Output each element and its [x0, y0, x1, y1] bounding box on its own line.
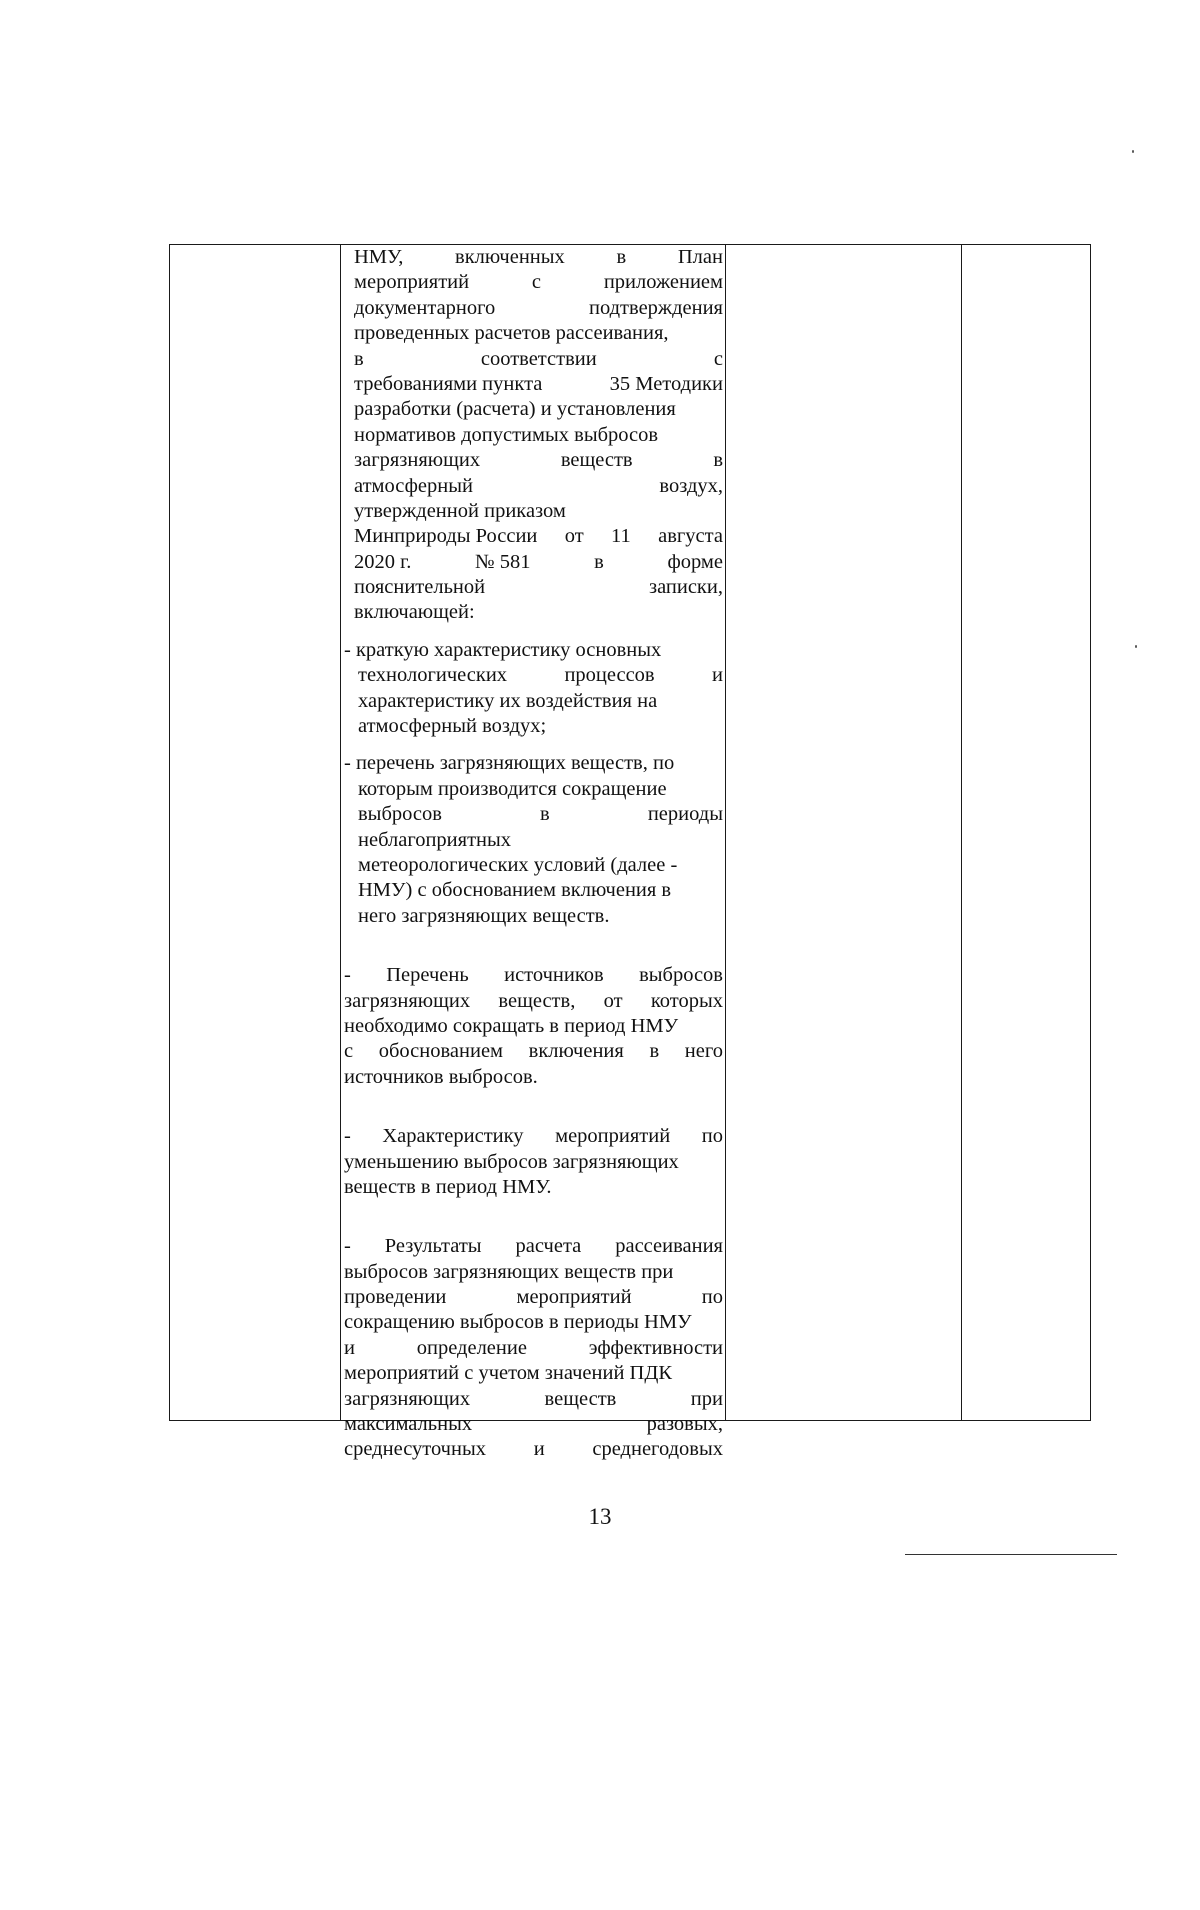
- text-line: [344, 1387, 723, 1412]
- text-word: включенных: [455, 246, 565, 268]
- text-word: необходимо сокращать в период НМУ: [344, 1014, 679, 1037]
- column-divider-1: [340, 245, 341, 1420]
- text-word: рассеивания: [615, 1235, 723, 1258]
- text-line: [344, 663, 723, 688]
- text-word: веществ: [544, 1387, 617, 1410]
- text-word: в: [354, 347, 364, 370]
- text-word: с: [713, 347, 723, 370]
- text-word: атмосферный: [354, 474, 473, 497]
- text-word: неблагоприятных: [358, 828, 512, 851]
- text-word: мероприятий: [555, 1125, 671, 1148]
- footer-rule: [905, 1554, 1117, 1555]
- text-word: утвержденной приказом: [354, 499, 566, 522]
- text-line: [344, 1437, 723, 1462]
- text-line: [344, 828, 723, 853]
- text-word: веществ: [560, 449, 633, 472]
- text-line: [344, 1150, 723, 1175]
- text-word: атмосферный воздух;: [358, 715, 547, 738]
- text-line: [344, 1234, 723, 1259]
- text-word: с: [531, 271, 542, 294]
- text-line: [344, 638, 723, 663]
- text-word: нормативов допустимых выбросов: [354, 423, 659, 446]
- text-word: загрязняющих: [344, 989, 471, 1012]
- text-word: включения: [528, 1040, 624, 1063]
- text-line: [354, 397, 723, 422]
- text-line: [344, 689, 723, 714]
- text-word: -: [344, 1125, 351, 1148]
- text-word: характеристику их воздействия на: [358, 689, 658, 712]
- text-word: при: [690, 1387, 723, 1410]
- text-word: мероприятий с учетом значений ПДК: [344, 1362, 672, 1385]
- text-word: воздух,: [659, 474, 723, 497]
- text-line: [344, 1412, 723, 1437]
- text-word: по: [701, 1286, 723, 1309]
- text-line: [354, 550, 723, 575]
- text-word: и: [533, 1438, 545, 1461]
- text-word: проведении: [344, 1286, 447, 1309]
- text-word: записки,: [648, 576, 723, 599]
- text-line: [354, 448, 723, 473]
- text-line: [354, 347, 723, 372]
- text-line: [344, 802, 723, 827]
- text-word: Результаты: [384, 1235, 482, 1258]
- text-word: августа: [658, 525, 723, 548]
- text-word: -: [344, 964, 351, 987]
- text-word: приложением: [603, 271, 723, 294]
- text-word: документарного: [354, 296, 496, 319]
- text-line: [354, 575, 723, 600]
- text-word: источников выбросов.: [344, 1065, 538, 1088]
- text-word: от: [564, 525, 584, 548]
- text-line: [354, 423, 723, 448]
- text-word: которым производится сокращение: [358, 777, 667, 800]
- text-line: [344, 1124, 723, 1149]
- text-word: включающей:: [354, 601, 475, 624]
- text-word: в: [713, 449, 723, 472]
- text-word: в: [594, 550, 604, 573]
- scan-speck: [1132, 150, 1134, 153]
- text-word: обоснованием: [378, 1040, 504, 1063]
- text-word: выбросов: [358, 803, 442, 826]
- text-line: [344, 1285, 723, 1310]
- text-line: [354, 245, 723, 270]
- text-word: определение: [416, 1336, 527, 1359]
- paragraph-dispersion-results: [342, 1234, 723, 1463]
- text-word: источников: [504, 964, 604, 987]
- text-line: [344, 714, 723, 739]
- text-word: 11: [611, 525, 631, 548]
- text-line: [344, 777, 723, 802]
- text-line: [344, 853, 723, 878]
- text-word: технологических: [358, 664, 508, 687]
- text-word: него загрязняющих веществ.: [358, 904, 610, 927]
- text-line: [354, 499, 723, 524]
- text-word: эффективности: [588, 1336, 723, 1359]
- text-word: проведенных расчетов рассеивания,: [354, 322, 669, 345]
- requirements-cell-text: [342, 245, 723, 1463]
- text-word: уменьшению выбросов загрязняющих: [344, 1150, 679, 1173]
- text-word: процессов: [564, 664, 655, 687]
- text-word: Минприроды России: [354, 525, 538, 548]
- text-word: среднегодовых: [592, 1438, 723, 1461]
- text-line: [344, 1361, 723, 1386]
- text-line: [354, 296, 723, 321]
- text-line: [344, 1014, 723, 1039]
- text-word: Перечень: [386, 964, 469, 987]
- text-word: с: [344, 1040, 354, 1063]
- text-word: в: [649, 1040, 660, 1063]
- page-number: 13: [588, 1504, 612, 1529]
- text-line: [354, 474, 723, 499]
- text-line: [344, 904, 723, 929]
- text-line: [354, 270, 723, 295]
- text-word: План: [677, 246, 723, 268]
- text-word: от: [603, 989, 623, 1012]
- text-line: [344, 963, 723, 988]
- text-line: [344, 1175, 723, 1200]
- text-word: Характеристику: [382, 1125, 524, 1148]
- text-line: [354, 372, 723, 397]
- text-line: [344, 751, 723, 776]
- text-line: [344, 989, 723, 1014]
- text-word: него: [684, 1040, 723, 1063]
- text-word: по: [701, 1125, 723, 1148]
- text-line: [344, 878, 723, 903]
- text-word: веществ в период НМУ.: [344, 1175, 552, 1198]
- text-word: метеорологических условий (далее -: [358, 853, 678, 876]
- text-word: в: [540, 803, 550, 826]
- text-word: подтверждения: [589, 296, 723, 319]
- text-word: - перечень загрязняющих веществ, по: [344, 752, 675, 775]
- paragraph-pollutant-list: [342, 751, 723, 929]
- text-line: [344, 1039, 723, 1064]
- text-word: расчета: [515, 1235, 582, 1258]
- paragraph-emission-sources: [342, 963, 723, 1090]
- text-word: веществ,: [498, 989, 576, 1012]
- paragraph-process-characteristics: [342, 638, 723, 740]
- text-word: 35 Методики: [609, 372, 723, 395]
- text-line: [354, 321, 723, 346]
- text-word: и: [344, 1336, 355, 1359]
- text-line: [344, 1336, 723, 1361]
- text-word: среднесуточных: [344, 1438, 486, 1461]
- text-word: № 581: [475, 550, 531, 573]
- text-word: выбросов: [639, 964, 723, 987]
- text-word: 2020 г.: [354, 550, 412, 573]
- text-line: [344, 1260, 723, 1285]
- column-divider-3: [961, 245, 962, 1420]
- text-word: которых: [650, 989, 723, 1012]
- text-word: - краткую характеристику основных: [344, 638, 662, 661]
- paragraph-plan-nmu: [342, 245, 723, 626]
- text-word: загрязняющих: [344, 1387, 471, 1410]
- text-word: максимальных: [344, 1413, 473, 1436]
- scan-speck: [1135, 645, 1137, 648]
- text-word: выбросов загрязняющих веществ при: [344, 1260, 674, 1283]
- text-word: мероприятий: [354, 271, 470, 294]
- text-word: загрязняющих: [354, 449, 481, 472]
- text-word: разработки (расчета) и установления: [354, 398, 676, 421]
- text-word: требованиями пункта: [354, 372, 543, 395]
- text-word: НМУ) с обоснованием включения в: [358, 879, 672, 902]
- text-line: [344, 1065, 723, 1090]
- text-word: периоды: [647, 803, 723, 826]
- text-word: мероприятий: [516, 1286, 632, 1309]
- text-line: [354, 524, 723, 549]
- text-word: в: [616, 246, 627, 268]
- text-word: -: [344, 1235, 351, 1258]
- text-word: НМУ,: [354, 246, 404, 268]
- requirements-table: [169, 244, 1091, 1461]
- text-word: соответствии: [480, 347, 597, 370]
- paragraph-measures: [342, 1124, 723, 1200]
- text-word: сокращению выбросов в периоды НМУ: [344, 1311, 692, 1334]
- text-word: разовых,: [646, 1413, 723, 1436]
- text-line: [354, 600, 723, 625]
- text-line: [344, 1310, 723, 1335]
- text-word: пояснительной: [354, 576, 486, 599]
- text-word: форме: [667, 550, 723, 573]
- text-word: и: [712, 664, 723, 687]
- column-divider-2: [725, 245, 726, 1420]
